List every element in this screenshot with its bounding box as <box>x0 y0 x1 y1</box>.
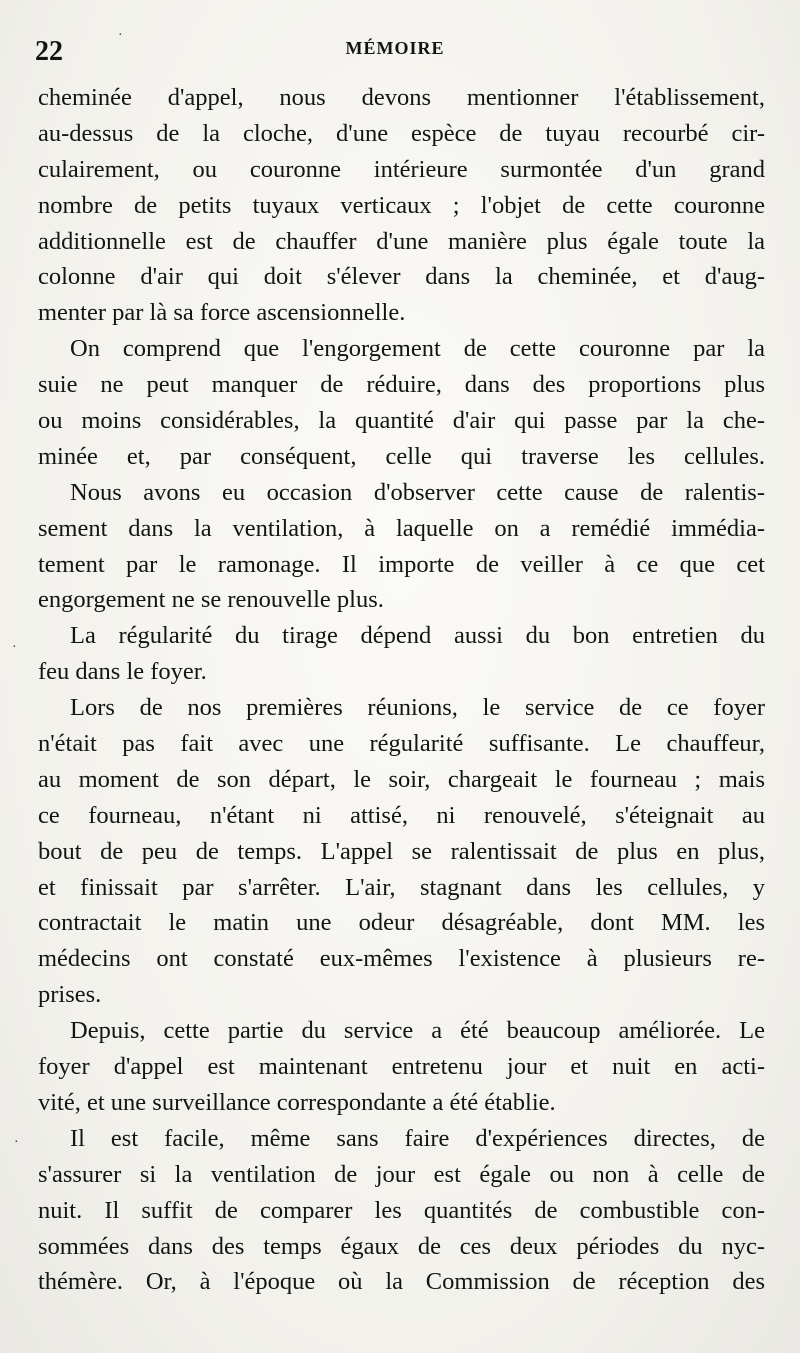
text-line: Il est facile, même sans faire d'expériences directes, de <box>70 1124 765 1152</box>
text-line: s'assurer si la ventilation de jour est égale ou non à celle de <box>38 1160 765 1188</box>
text-line: au moment de son départ, le soir, chargeait le fourneau ; mais <box>38 765 765 793</box>
text-line: additionnelle est de chauffer d'une manière plus égale toute la <box>38 227 765 255</box>
text-line: sement dans la ventilation, à laquelle on a remédié immédia- <box>38 514 765 542</box>
text-line: bout de peu de temps. L'appel se ralentissait de plus en plus, <box>38 837 765 865</box>
page-body-text <box>38 80 765 1300</box>
page-header <box>35 36 755 76</box>
text-line: ou moins considérables, la quantité d'air qui passe par la che- <box>38 407 765 435</box>
text-line: médecins ont constaté eux-mêmes l'existence à plusieurs re- <box>38 945 765 973</box>
text-line: au-dessus de la cloche, d'une espèce de tuyau recourbé cir- <box>38 119 765 147</box>
text-line: cheminée d'appel, nous devons mentionner l'établissement, <box>38 84 765 111</box>
text-line: menter par là sa force ascensionnelle. <box>38 299 406 327</box>
text-line: Nous avons eu occasion d'observer cette cause de ralentis- <box>70 478 765 506</box>
text-line: sommées dans des temps égaux de ces deux périodes du nyc- <box>38 1232 765 1260</box>
text-line: suie ne peut manquer de réduire, dans des proportions plus <box>38 371 765 399</box>
text-line: prises. <box>38 981 102 1009</box>
text-line: Lors de nos premières réunions, le service de ce foyer <box>70 694 765 722</box>
text-line: feu dans le foyer. <box>38 658 207 686</box>
running-head: MÉMOIRE <box>345 38 445 58</box>
text-line: nuit. Il suffit de comparer les quantités de combustible con- <box>38 1196 765 1224</box>
text-line: engorgement ne se renouvelle plus. <box>38 586 384 614</box>
text-line: n'était pas fait avec une régularité suffisante. Le chauffeur, <box>38 730 765 758</box>
text-line: colonne d'air qui doit s'élever dans la cheminée, et d'aug- <box>38 263 765 291</box>
ink-speck: · <box>12 640 17 655</box>
text-line: ce fourneau, n'étant ni attisé, ni renouvelé, s'éteignait au <box>38 801 765 829</box>
text-line: foyer d'appel est maintenant entretenu jour et nuit en acti- <box>38 1053 765 1081</box>
text-line: contractait le matin une odeur désagréable, dont MM. les <box>38 909 765 937</box>
text-line: et finissait par s'arrêter. L'air, stagnant dans les cellules, y <box>38 873 765 901</box>
text-line: On comprend que l'engorgement de cette couronne par la <box>70 335 765 363</box>
text-line: minée et, par conséquent, celle qui traverse les cellules. <box>38 442 765 470</box>
text-line: culairement, ou couronne intérieure surmontée d'un grand <box>38 155 765 183</box>
ink-speck: · <box>14 1135 19 1150</box>
text-line: nombre de petits tuyaux verticaux ; l'objet de cette couronne <box>38 191 765 219</box>
text-line: tement par le ramonage. Il importe de veiller à ce que cet <box>38 550 765 578</box>
page-number: 22 <box>35 36 63 67</box>
text-line: vité, et une surveillance correspondante a été établie. <box>38 1088 556 1116</box>
ink-speck: · <box>118 28 123 43</box>
text-line: La régularité du tirage dépend aussi du bon entretien du <box>70 622 765 650</box>
text-line: thémère. Or, à l'époque où la Commission de réception des <box>38 1268 765 1296</box>
text-line: Depuis, cette partie du service a été beaucoup améliorée. Le <box>70 1017 765 1045</box>
